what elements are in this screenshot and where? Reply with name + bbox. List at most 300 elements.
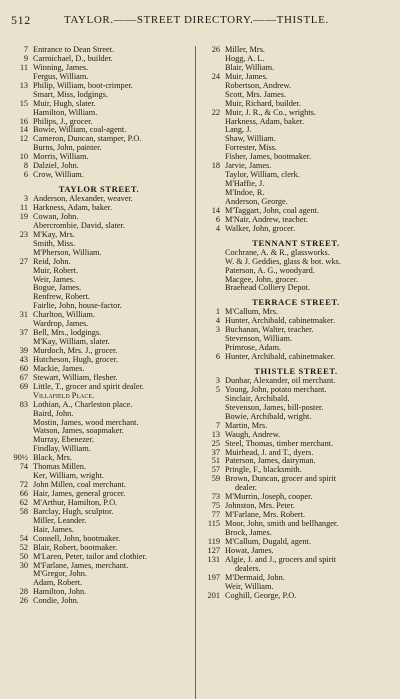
directory-entry — [6, 472, 192, 481]
entry-text: Adam, Robert. — [33, 579, 83, 588]
house-number: 5 — [215, 385, 220, 394]
directory-entry — [6, 401, 192, 410]
house-number: 131 — [207, 555, 220, 564]
house-number: 37 — [211, 448, 220, 457]
house-number: 58 — [19, 507, 28, 516]
directory-entry — [198, 556, 394, 565]
house-number: 24 — [211, 72, 220, 81]
house-number: 4 — [215, 224, 220, 233]
entry-text: M'Haffie, J. — [225, 180, 265, 189]
entry-text: Bowie, William, coal-agent. — [33, 126, 127, 135]
directory-entry — [6, 311, 192, 320]
entry-text: dealer. — [235, 484, 257, 493]
directory-entry — [198, 317, 394, 326]
house-number: 77 — [211, 511, 220, 520]
entry-text: Wardrop, James. — [33, 320, 89, 329]
directory-entry — [6, 553, 192, 562]
entry-text: Sinclair, Archibald. — [225, 394, 290, 403]
directory-entry — [6, 46, 192, 55]
directory-entry — [6, 73, 192, 82]
house-number: 37 — [19, 329, 28, 338]
entry-text: Harkness, Adam, baker. — [225, 117, 305, 126]
entry-text: Coghill, George, P.O. — [225, 591, 297, 600]
directory-entry — [198, 466, 394, 475]
directory-entry — [6, 118, 192, 127]
directory-entry — [6, 338, 192, 347]
directory-entry — [6, 410, 192, 419]
directory-entry — [6, 597, 192, 606]
directory-entry — [6, 222, 192, 231]
entry-text: Findlay, William. — [33, 445, 91, 454]
street-heading: TERRACE STREET. — [252, 297, 340, 308]
house-number: 3 — [215, 326, 220, 335]
house-number: 8 — [23, 162, 28, 171]
entry-text: Bogue, James. — [33, 284, 82, 293]
entry-text: Weir, William. — [225, 582, 274, 591]
entry-text: Buchanan, Walter, teacher. — [225, 326, 314, 335]
directory-entry — [198, 198, 394, 207]
directory-entry — [6, 213, 192, 222]
house-number: 54 — [19, 534, 28, 543]
house-number: 15 — [19, 99, 28, 108]
entry-text: Condie, John. — [33, 597, 79, 606]
house-number: 72 — [19, 481, 28, 490]
directory-entry — [6, 293, 192, 302]
entry-text: Hunter, Archibald, cabinetmaker. — [225, 353, 336, 362]
entry-text: Muirhead, J. and T., dyers. — [225, 448, 314, 457]
house-number: 26 — [211, 46, 220, 54]
entry-text: Murray, Ebenezer. — [33, 436, 94, 445]
directory-entry — [198, 73, 394, 82]
directory-entry — [198, 126, 394, 135]
entry-text: Bowie, Archibald, wright. — [225, 412, 312, 421]
entry-text: Young, John, potato merchant. — [225, 385, 327, 394]
directory-entry — [6, 267, 192, 276]
entry-text: M'Indoe, R. — [225, 189, 265, 197]
entry-text: Winning, James. — [33, 63, 89, 72]
entry-text: Hunter, Archibald, cabinetmaker. — [225, 317, 336, 326]
entry-text: Dunbar, Alexander, oil merchant. — [225, 377, 336, 385]
entry-text: Blair, William. — [225, 63, 275, 72]
directory-entry — [6, 249, 192, 258]
directory-entry — [6, 445, 192, 454]
house-number: 11 — [20, 63, 28, 72]
directory-entry — [6, 171, 192, 180]
entry-text: Hamilton, William. — [33, 108, 98, 117]
directory-entry — [6, 481, 192, 490]
directory-entry — [6, 64, 192, 73]
entry-text: Anderson, George. — [225, 197, 288, 206]
entry-text: M'Pherson, William. — [33, 248, 102, 257]
entry-text: Macgee, John, grocer. — [225, 275, 299, 284]
directory-entry — [6, 517, 192, 526]
entry-text: Mostin, James, wood merchant. — [33, 418, 139, 427]
house-number: 119 — [207, 537, 220, 546]
entry-text: Miller, Mrs. — [225, 46, 265, 54]
house-number: 9 — [23, 54, 28, 63]
entry-text: Reid, John. — [33, 257, 71, 266]
house-number: 14 — [19, 126, 28, 135]
house-number: 12 — [19, 135, 28, 144]
entry-text: Smart, Miss, lodgings. — [33, 90, 108, 99]
house-number: 18 — [211, 162, 220, 171]
entry-text: Fergus, William. — [33, 72, 89, 81]
entry-text: Stevenson, James, bill-poster. — [225, 403, 324, 412]
directory-entry — [198, 335, 394, 344]
street-heading: TAYLOR STREET. — [58, 184, 140, 195]
entry-text: Carmichael, D., builder. — [33, 54, 113, 63]
directory-entry — [198, 284, 394, 293]
entry-text: Cochrane, A. & R., glassworks. — [225, 248, 330, 257]
entry-text: Johnston, Mrs. Peter. — [225, 502, 295, 511]
directory-entry — [6, 55, 192, 64]
entry-text: Cameron, Duncan, stamper, P.O. — [33, 135, 142, 144]
directory-entry — [198, 180, 394, 189]
house-number: 67 — [19, 373, 28, 382]
directory-entry — [6, 258, 192, 267]
directory-entry — [6, 162, 192, 171]
entry-text: Ker, William, wright. — [33, 472, 104, 481]
entry-text: M'Arthur, Hamilton, P.O. — [33, 498, 118, 507]
entry-text: Hogg, A. L. — [225, 54, 265, 63]
directory-entry — [6, 499, 192, 508]
entry-text: Howat, James. — [225, 546, 274, 555]
directory-entry — [6, 302, 192, 311]
house-number: 13 — [19, 81, 28, 90]
directory-entry — [6, 329, 192, 338]
house-number: 43 — [19, 355, 28, 364]
house-number: 6 — [23, 171, 28, 180]
directory-entry — [198, 171, 394, 180]
entry-text: Cowan, John. — [33, 212, 79, 221]
entry-text: Murdoch, Mrs. J., grocer. — [33, 347, 118, 355]
entry-text: Brown, Duncan, grocer and spirit — [225, 475, 337, 484]
running-title: TAYLOR.——STREET DIRECTORY.——THISTLE. — [64, 14, 329, 26]
house-number: 51 — [211, 457, 220, 466]
house-number: 4 — [215, 317, 220, 326]
house-number: 75 — [211, 502, 220, 511]
entry-text: Harkness, Adam, baker. — [33, 204, 113, 212]
entry-text: Scott, Mrs. James. — [225, 90, 287, 99]
directory-entry — [198, 538, 394, 547]
directory-entry — [6, 374, 192, 383]
entry-text: Blair, Robert, bootmaker. — [33, 543, 118, 552]
left-column — [6, 46, 192, 699]
house-number: 73 — [211, 493, 220, 502]
house-number: 16 — [19, 117, 28, 126]
directory-entry — [198, 413, 394, 422]
entry-text: Hair, James. — [33, 525, 74, 534]
entry-text: Miller, Leander. — [33, 516, 87, 525]
house-number: 1 — [215, 308, 220, 317]
directory-entry — [6, 490, 192, 499]
directory-entry — [198, 82, 394, 91]
directory-entry — [6, 562, 192, 571]
entry-text: Baird, John. — [33, 409, 74, 418]
house-number: 57 — [211, 466, 220, 475]
directory-entry — [198, 135, 394, 144]
house-number: 31 — [19, 311, 28, 320]
directory-entry — [198, 46, 394, 55]
directory-entry — [198, 404, 394, 413]
entry-text: Barclay, Hugh, sculptor. — [33, 507, 114, 516]
directory-entry — [198, 64, 394, 73]
house-number: 66 — [19, 490, 28, 498]
directory-entry — [6, 320, 192, 329]
entry-text: Pringle, F., blacksmith. — [225, 466, 302, 475]
entry-text: Walker, John, grocer. — [225, 224, 296, 233]
entry-text: Fisher, James, bootmaker. — [225, 153, 312, 162]
entry-text: Hair, James, general grocer. — [33, 490, 126, 498]
entry-text: Muir, Robert. — [33, 266, 79, 275]
entry-text: Lang, J. — [225, 126, 252, 135]
house-number: 52 — [19, 543, 28, 552]
entry-text: Taylor, William, clerk. — [225, 171, 300, 180]
directory-entry — [198, 431, 394, 440]
directory-entry — [198, 484, 394, 493]
house-number: 6 — [215, 215, 220, 224]
directory-entry — [198, 55, 394, 64]
house-number: 7 — [23, 46, 28, 54]
house-number: 11 — [20, 204, 28, 212]
directory-entry — [6, 508, 192, 517]
entry-text: Stevenson, William. — [225, 335, 293, 344]
entry-text: Burns, John, painter. — [33, 144, 102, 153]
directory-entry — [6, 126, 192, 135]
directory-entry — [6, 91, 192, 100]
directory-entry — [198, 258, 394, 267]
page-number: 512 — [11, 13, 31, 27]
entry-text: M'Dermaid, John. — [225, 573, 285, 582]
directory-entry — [6, 419, 192, 428]
entry-text: Stewart, William, flesher. — [33, 373, 118, 382]
directory-entry — [198, 529, 394, 538]
entry-text: Morris, William. — [33, 153, 89, 162]
entry-text: Hutcheson, Hugh, grocer. — [33, 355, 119, 364]
entry-text: Waugh, Andrew. — [225, 430, 281, 439]
directory-entry — [6, 436, 192, 445]
directory-entry — [198, 162, 394, 171]
house-number: 23 — [19, 230, 28, 239]
house-number: 90½ — [13, 454, 28, 463]
entry-text: Lothian, A., Charleston place. — [33, 400, 133, 409]
entry-text: dealers. — [235, 564, 261, 573]
directory-entry — [6, 135, 192, 144]
house-number: 50 — [19, 552, 28, 561]
directory-entry — [198, 308, 394, 317]
directory-entry — [198, 511, 394, 520]
entry-text: M'Laren, Peter, tailor and clothier. — [33, 552, 147, 561]
directory-entry — [198, 592, 394, 601]
entry-text: Fairlie, John, house-factor. — [33, 302, 122, 311]
house-number: 74 — [19, 463, 28, 472]
directory-columns — [6, 46, 394, 699]
directory-entry — [198, 326, 394, 335]
entry-text: Mackie, James. — [33, 364, 85, 373]
entry-text: M'Gregor, John. — [33, 570, 87, 579]
directory-entry — [198, 109, 394, 118]
directory-entry — [6, 356, 192, 365]
directory-entry — [198, 225, 394, 234]
entry-text: Charlton, William. — [33, 311, 95, 320]
directory-entry — [6, 392, 192, 401]
entry-text: Primrose, Adam. — [225, 344, 281, 353]
street-heading: TENNANT STREET. — [252, 237, 340, 248]
directory-entry — [198, 353, 394, 362]
house-number: 69 — [19, 382, 28, 391]
house-number: 59 — [211, 475, 220, 484]
entry-text: Philip, William, boot-crimper. — [33, 81, 133, 90]
house-number: 3 — [215, 377, 220, 385]
directory-entry — [198, 249, 394, 258]
entry-text: Forrester, Miss. — [225, 144, 277, 153]
house-number: 6 — [215, 353, 220, 362]
entry-text: M'Taggart, John, coal agent. — [225, 206, 319, 215]
entry-text: Robertson, Andrew. — [225, 81, 292, 90]
entry-text: M'Nair, Andrew, teacher. — [225, 215, 308, 224]
directory-entry — [198, 153, 394, 162]
directory-entry — [6, 100, 192, 109]
directory-entry — [198, 276, 394, 285]
entry-text: M'Murrin, Joseph, cooper. — [225, 493, 313, 502]
directory-entry — [6, 570, 192, 579]
entry-text: Smith, Miss. — [33, 239, 76, 248]
directory-entry — [6, 276, 192, 285]
house-number: 14 — [211, 206, 220, 215]
directory-entry — [198, 520, 394, 529]
entry-text: Thomas Millen. — [33, 463, 87, 472]
entry-text: Dalziel, John. — [33, 162, 79, 171]
entry-text: Moor, John, smith and bellhanger. — [225, 520, 339, 528]
entry-text: Brock, James. — [225, 528, 272, 537]
entry-text: Braehead Colliery Depot. — [225, 284, 311, 293]
street-heading: THISTLE STREET. — [254, 366, 338, 376]
directory-entry — [6, 454, 192, 463]
directory-entry — [198, 377, 394, 386]
entry-text: Paterson, A. G., woodyard. — [225, 266, 315, 275]
directory-entry — [198, 267, 394, 276]
house-number: 62 — [19, 498, 28, 507]
house-number: 201 — [207, 591, 220, 600]
directory-entry — [198, 583, 394, 592]
directory-entry — [198, 189, 394, 198]
directory-entry — [6, 579, 192, 588]
entry-text: Paterson, James, dairyman. — [225, 457, 316, 466]
house-number: 115 — [207, 520, 220, 528]
house-number: 83 — [19, 400, 28, 409]
directory-entry — [6, 535, 192, 544]
entry-text: Philips, J., grocer. — [33, 117, 93, 126]
house-number: 60 — [19, 364, 28, 373]
directory-entry — [6, 427, 192, 436]
house-number: 10 — [19, 153, 28, 162]
entry-text: M'Farlane, James, merchant. — [33, 561, 129, 570]
directory-entry — [198, 565, 394, 574]
entry-text: Abercrombie, David, slater. — [33, 221, 125, 230]
directory-entry — [6, 109, 192, 118]
directory-entry — [198, 457, 394, 466]
entry-text: Algie, J. and J., grocers and spirit — [225, 555, 337, 564]
entry-text: Martin, Mrs. — [225, 421, 268, 430]
directory-entry — [198, 422, 394, 431]
directory-entry — [198, 144, 394, 153]
entry-text: M'Kay, Mrs. — [33, 230, 75, 239]
directory-entry — [198, 91, 394, 100]
directory-entry — [198, 493, 394, 502]
directory-entry — [198, 440, 394, 449]
directory-entry — [6, 365, 192, 374]
house-number: 30 — [19, 561, 28, 570]
directory-entry — [6, 463, 192, 472]
directory-entry — [198, 502, 394, 511]
directory-entry — [6, 144, 192, 153]
entry-text: Weir, James. — [33, 275, 76, 284]
column-divider — [195, 46, 196, 699]
directory-entry — [198, 449, 394, 458]
entry-text: Villafield Place. — [33, 391, 95, 400]
entry-text: M'Callum, Dugald, agent. — [225, 537, 312, 546]
directory-entry — [198, 475, 394, 484]
house-number: 28 — [19, 588, 28, 597]
house-number: 3 — [23, 195, 28, 204]
entry-text: Muir, Richard, builder. — [225, 99, 301, 108]
directory-entry — [6, 240, 192, 249]
entry-text: Muir, James. — [225, 72, 268, 81]
house-number: 19 — [19, 212, 28, 221]
directory-entry — [6, 544, 192, 553]
directory-entry — [198, 344, 394, 353]
entry-text: Black, Mrs. — [33, 454, 72, 463]
entry-text: Entrance to Dean Street. — [33, 46, 115, 54]
directory-entry — [6, 204, 192, 213]
entry-text: W. & J. Geddies, glass & bot. wks. — [225, 257, 341, 266]
house-number: 127 — [207, 546, 220, 555]
entry-text: Shaw, William. — [225, 135, 276, 144]
directory-entry — [6, 284, 192, 293]
entry-text: Crow, William. — [33, 171, 84, 180]
entry-text: M'Callum, Mrs. — [225, 308, 278, 317]
directory-entry — [6, 231, 192, 240]
entry-text: Steel, Thomas, timber merchant. — [225, 439, 334, 448]
entry-text: Bell, Mrs., lodgings. — [33, 329, 102, 338]
house-number: 25 — [211, 439, 220, 448]
directory-entry — [6, 195, 192, 204]
directory-entry — [198, 216, 394, 225]
house-number: 22 — [211, 108, 220, 117]
directory-entry — [6, 82, 192, 91]
directory-entry — [198, 118, 394, 127]
house-number: 26 — [19, 597, 28, 606]
house-number: 7 — [215, 421, 220, 430]
entry-text: Watson, James, soapmaker. — [33, 427, 124, 436]
directory-entry — [198, 100, 394, 109]
house-number: 27 — [19, 257, 28, 266]
house-number: 197 — [207, 573, 220, 582]
entry-text: Muir, Hugh, slater. — [33, 99, 96, 108]
page-header — [6, 0, 394, 28]
house-number: 39 — [19, 347, 28, 355]
directory-entry — [198, 547, 394, 556]
entry-text: Renfrew, Robert. — [33, 293, 90, 302]
directory-entry — [6, 383, 192, 392]
directory-entry — [198, 386, 394, 395]
directory-entry — [198, 207, 394, 216]
entry-text: Hamilton, John. — [33, 588, 87, 597]
entry-text: Connell, John, bootmaker. — [33, 534, 121, 543]
directory-entry — [198, 574, 394, 583]
directory-entry — [6, 347, 192, 356]
entry-text: M'Farlane, Mrs. Robert. — [225, 511, 306, 520]
